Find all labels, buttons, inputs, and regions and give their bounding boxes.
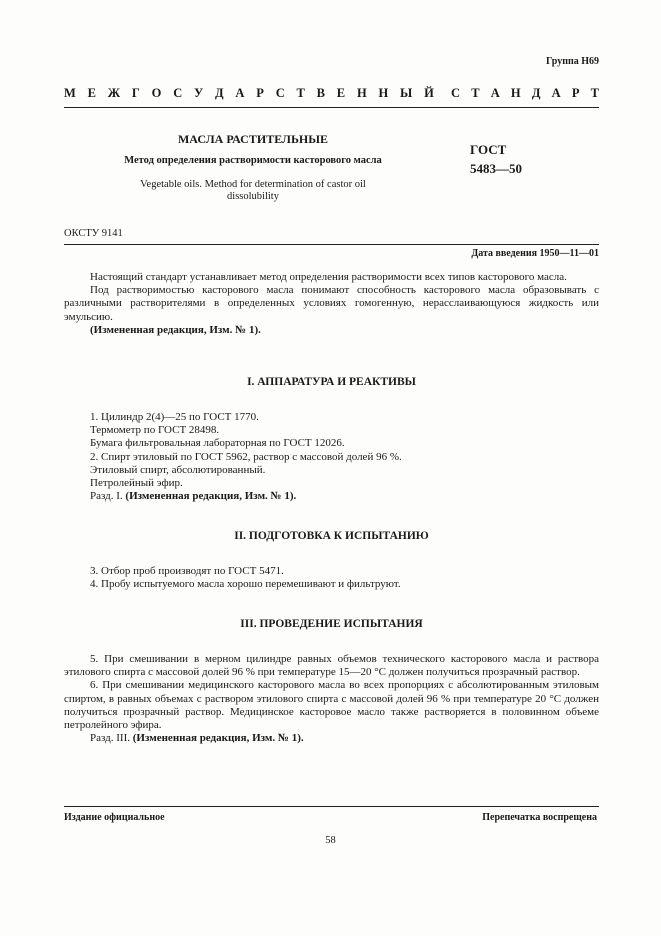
page-number: 58 — [325, 835, 336, 846]
banner-letter: Т — [590, 86, 599, 100]
clause-line: Термометр по ГОСТ 28498. — [90, 424, 220, 437]
banner-letter: Р — [256, 86, 264, 100]
banner-letter: Д — [531, 86, 541, 100]
banner-letter: С — [173, 86, 183, 100]
banner-letter: М — [64, 86, 76, 100]
banner-letter: Ж — [107, 86, 121, 100]
intro-paragraph: Настоящий стандарт устанавливает метод определения растворимости всех типов касторового масла. — [90, 271, 567, 283]
section-heading: III. ПРОВЕДЕНИЕ ИСПЫТАНИЯ — [240, 618, 423, 630]
banner-letter: А — [235, 86, 245, 100]
official-edition-label: Издание официальное — [64, 812, 165, 823]
okstu-code: ОКСТУ 9141 — [64, 228, 123, 239]
banner-letter: О — [151, 86, 162, 100]
reprint-prohibited-label: Перепечатка воспрещена — [482, 812, 597, 823]
gost-designation — [470, 140, 522, 178]
banner-letter: Г — [131, 86, 140, 100]
banner-letter: Д — [215, 86, 224, 100]
section-body — [64, 411, 599, 503]
clause-line: 1. Цилиндр 2(4)—25 по ГОСТ 1770. — [90, 411, 259, 423]
banner-letter: Р — [571, 86, 580, 100]
section-heading: I. АППАРАТУРА И РЕАКТИВЫ — [247, 376, 416, 388]
banner-word-interstate — [64, 86, 434, 101]
header-rule — [64, 107, 599, 108]
footer-rule — [64, 806, 599, 807]
banner-letter: В — [316, 86, 325, 100]
banner-letter: Ы — [400, 86, 413, 100]
gost-label: ГОСТ — [470, 142, 507, 157]
banner-letter: Н — [356, 86, 367, 100]
english-title — [118, 179, 388, 203]
section-heading: II. ПОДГОТОВКА К ИСПЫТАНИЮ — [234, 530, 429, 542]
clause-line: Бумага фильтровальная лабораторная по ГОСТ 12026. — [90, 437, 345, 450]
intro-paragraph: Под растворимостью касторового масла понимают способность касторового масла образовывать с различными растворителями в определенных условиях гомогенную, нерасслаивающуюся жидкость или эмульсию. — [64, 284, 599, 323]
amendment-text: (Измененная редакция, Изм. № 1). — [125, 490, 297, 503]
clause-paragraph: 6. При смешивании медицинского касторового масла во всех пропорциях с абсолютированным этиловым спиртом, в равных объемах с раствором этилового спирта с массовой долей 96 % при температуре 20 °С должен получиться прозрачный раствор. Медицинское касторовое масло также растворяется в половинном объеме петролейного эфира. — [64, 679, 599, 732]
banner-letter: С — [275, 86, 285, 100]
banner-letter: Н — [510, 86, 521, 100]
document-title: МАСЛА РАСТИТЕЛЬНЫЕ — [177, 132, 329, 146]
banner-word-standard — [451, 86, 599, 101]
amendment-prefix: Разд. I. — [90, 490, 123, 503]
banner-letter: Е — [87, 86, 96, 100]
clause-line: Этиловый спирт, абсолютированный. — [90, 463, 266, 476]
document-subtitle: Метод определения растворимости касторового масла — [124, 155, 382, 166]
group-label: Группа Н69 — [546, 56, 599, 67]
amendment-note — [90, 732, 599, 745]
clause-line: 2. Спирт этиловый по ГОСТ 5962, раствор с массовой долей 96 %. — [90, 450, 402, 463]
clause-line: Петролейный эфир. — [90, 477, 183, 490]
meta-rule — [64, 244, 599, 245]
gost-number: 5483—50 — [470, 161, 522, 176]
interstate-standard-banner — [64, 86, 599, 101]
amendment-note — [90, 490, 599, 503]
english-title-line: Vegetable oils. Method for determination of castor oil — [140, 179, 366, 190]
banner-letter: Й — [424, 86, 434, 100]
banner-letter: Н — [378, 86, 389, 100]
clause-line: 3. Отбор проб производят по ГОСТ 5471. — [90, 565, 284, 577]
clause-line: 4. Пробу испытуемого масла хорошо перемешивают и фильтруют. — [90, 578, 401, 591]
banner-letter: А — [551, 86, 561, 100]
section-body — [64, 653, 599, 745]
amendment-prefix: Разд. III. — [90, 732, 130, 745]
banner-letter: У — [194, 86, 204, 100]
introduction-date: Дата введения 1950—11—01 — [471, 248, 599, 259]
banner-letter: А — [490, 86, 500, 100]
banner-letter: Т — [471, 86, 480, 100]
clause-paragraph: 5. При смешивании в мерном цилиндре равных объемов технического касторового масла и раствора этилового спирта с массовой долей 96 % при температуре 15—20 °С должен получиться прозрачный раствор. — [64, 653, 599, 679]
english-title-line: dissolubility — [227, 191, 279, 202]
banner-letter: С — [451, 86, 461, 100]
amendment-text: (Измененная редакция, Изм. № 1). — [132, 732, 304, 745]
banner-letter: Е — [336, 86, 346, 100]
section-body — [64, 565, 599, 591]
amendment-note: (Измененная редакция, Изм. № 1). — [90, 323, 261, 336]
intro-block — [64, 271, 599, 337]
banner-letter: Т — [296, 86, 305, 100]
